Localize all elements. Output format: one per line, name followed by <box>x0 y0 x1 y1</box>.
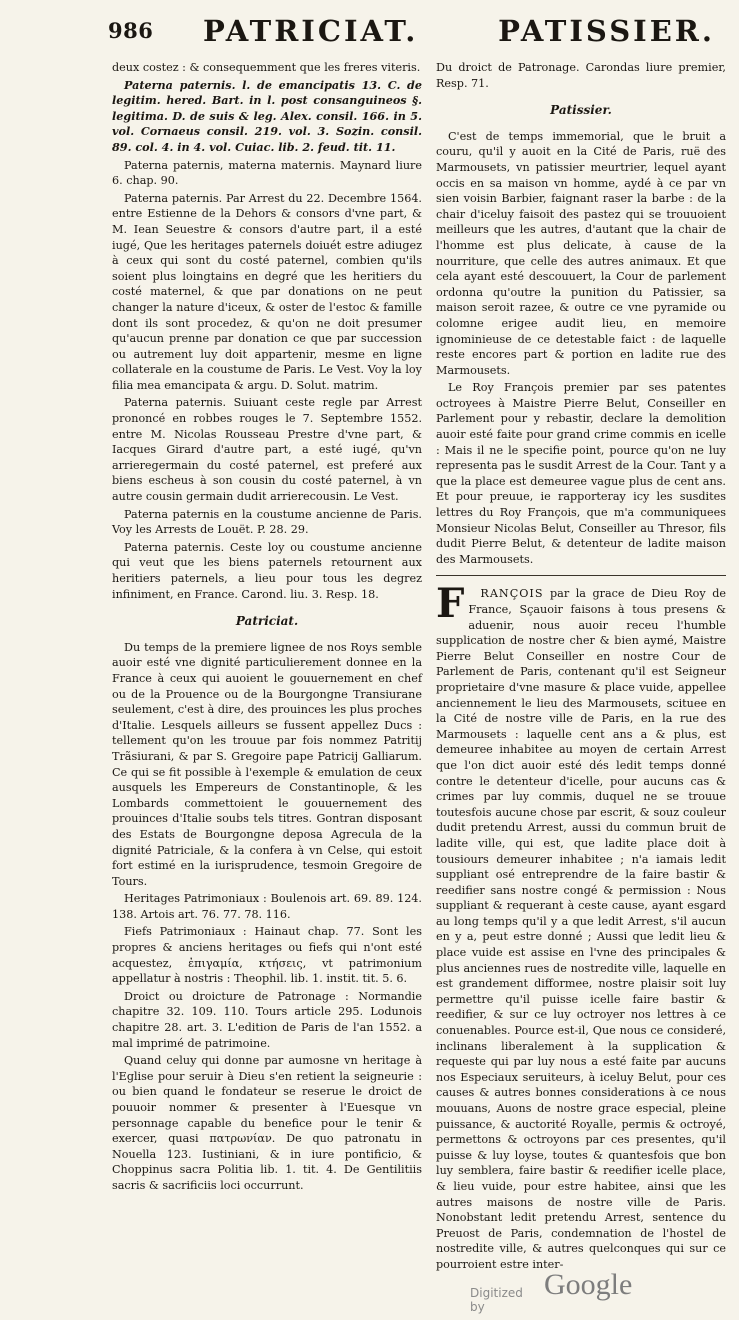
drop-cap: F <box>436 580 465 628</box>
paragraph: Fiefs Patrimoniaux : Hainaut chap. 77. Sont les propres & anciens heritages ou fiefs qui n'ont esté acquestez, ἐπιγαμία, κτήσεις, vt patrimonium appellatur à nostris : Theophil. lib. 1. instit. tit. 5. 6. <box>112 925 422 986</box>
page-number: 986 <box>108 18 154 43</box>
paragraph: deux costez : & consequemment que les freres viteris. <box>112 61 421 74</box>
paragraph: Du droict de Patronage. Carondas liure premier, Resp. 71. <box>436 61 726 90</box>
watermark-prefix: Digitized by <box>470 1286 523 1314</box>
royal-letters-text <box>436 580 726 1272</box>
right-column <box>436 60 726 1271</box>
paragraph: Le Roy François premier par ses patentes octroyees à Maistre Pierre Belut, Conseiller en Parlement pour y rebastir, declare la demolition auoir esté faite pour grand crime commis en icelle : Mais il ne le specifie point, pource qu'on ne luy representa pas le susdit Arrest de la Cour. Tant y a que la place est demeuree vague plus de cent ans. Et pour preuue, ie rapporteray icy les susdites lettres du Roy François, que m'a communiquees Monsieur Nicolas Belut, Conseiller au Thresor, fils dudit Pierre Belut, & detenteur de ladite maison des Marmousets. <box>436 381 726 566</box>
paragraph: Du temps de la premiere lignee de nos Roys semble auoir esté vne dignité particulierement donnee en la France à ceux qui auoient le gouuernement en chef ou de la Prouence ou de la Bourgongne Transiurane seulement, c'est à dire, des prouinces les plus proches d'Italie. Lesquels ailleurs se fussent appellez Ducs : tellement qu'on les trouue par fois nommez Patritij Trãsiurani, & par S. Gregoire pape Patricij Galliarum. Ce qui se fit possible à l'exemple & emulation de ceux ausquels les Empereurs de Constantinople, & les Lombards commettoient le gouuernement des prouinces d'Italie soubs tels titres. Gontran disposant des Estats de Bourgongne deposa Agrecula de la dignité Patriciale, & la confera à vn Celse, qui estoit fort estimé en la iurisprudence, tesmoin Gregoire de Tours. <box>112 640 422 888</box>
divider <box>436 575 726 576</box>
paragraph: Paterna paternis. Par Arrest du 22. Decembre 1564. entre Estienne de la Dehors & consors d'vne part, & M. Iean Seuestre & consors d'autre part, il a esté iugé, Que les heritages paternels doiuét estre adiugez à ceux qui sont du costé paternel, combien qu'ils soient plus loingtains en degré que les heritiers du costé maternel, & que par donations on ne peut changer la nature d'iceux, & oster de l'estoc & famille dont ils sont procedez, & qu'on ne doit presumer qu'aucun prenne par donation ce que par succession ou autrement luy doit appartenir, mesme en ligne collaterale en la coustume de Paris. Le Vest. Voy la loy filia mea emancipata & argu. D. Solut. matrim. <box>112 191 422 392</box>
citation-paragraph: Paterna paternis. l. de emancipatis 13. C. de legitim. hered. Bart. in l. post consanguineos §. legitima. D. de suis & leg. Alex. consil. 166. in 5. vol. Cornaeus consil. 219. vol. 3. Sozin. consil. 89. col. 4. in 4. vol. Cuiac. lib. 2. feud. tit. 11. <box>112 77 422 154</box>
running-head-right: PATISSIER. <box>498 14 715 48</box>
running-head-left: PATRICIAT. <box>203 14 419 48</box>
royal-letters-body: par la grace de Dieu Roy de France, Sçauoir faisons à tous presens & aduenir, nous auoir receu l'humble supplication de nostre cher & bien aymé, Maistre Pierre Belut Conseiller en nostre Cour de Parlement de Paris, contenant qu'il est Seigneur proprietaire d'vne masure & place vuide, appellee anciennement le lieu des Marmousets, scituee en la Cité de nostre ville de Paris, en la rue des Marmousets : laquelle cent ans a & plus, est demeuree inhabitee au moyen de certain Arrest que l'on dict auoir esté dés ledit temps donné contre le detenteur d'icelle, pour aucuns cas & crimes par luy commis, duquel ne se trouue toutesfois aucune chose par escrit, & souz couleur dudit pretendu Arrest, aussi du commun bruit de ladite ville, qui est, que ladite place doit à tousiours demeurer inhabitee ; n'a iamais ledit suppliant osé entreprendre de la faire bastir & reedifier sans nostre congé & permission : Nous suppliant & requerant à ceste cause, ayant esgard au long temps qu'il y a que ledit Arrest, s'il aucun en y a, peut estre donné ; Aussi que ledit lieu & place vuide est assise en l'vne des principales & plus anciennes rues de nostredite ville, laquelle en est grandement difformee, nostre plaisir soit luy permettre qu'il puisse icelle faire bastir & reedifier, & sur ce luy octroyer nos lettres à ce conuenables. Pource est-il, Que nous ce consideré, inclinans liberalement à la supplication & requeste qui par luy nous a esté faite par aucuns nos Especiaux seruiteurs, à iceluy Belut, pour ces causes & autres bonnes considerations à ce nous mouuans, Auons de nostre grace especial, pleine puissance, & auctorité Royalle, permis & octroyé, permettons & octroyons par ces presentes, qu'il puisse & luy loyse, toutes & quantesfois que bon luy semblera, faire bastir & reedifier icelle place, & lieu vuide, pour estre habitee, ainsi que les autres maisons de nostre ville de Paris. Nonobstant ledit pretendu Arrest, sentence du Preuost de Paris, condemnation de l'hostel de nostredite ville, & autres quelconques qui sur ce pourroient estre inter- <box>436 587 726 1271</box>
paragraph: Paterna paternis, materna maternis. Maynard liure 6. chap. 90. <box>112 158 422 188</box>
paragraph: Paterna paternis en la coustume ancienne de Paris. Voy les Arrests de Louët. P. 28. 29. <box>112 507 422 537</box>
paragraph: Quand celuy qui donne par aumosne vn heritage à l'Eglise pour seruir à Dieu s'en retient la seigneurie : ou bien quand le fondateur se reserue le droict de pouuoir nommer & presenter à l'Euesque vn personnage capable du benefice pour le tenir & exercer, quasi πατρωνίαν. De quo patronatu in Nouella 123. Iustiniani, & in iure pontificio, & Choppinus sacra Politia lib. 1. tit. 4. De Gentilitiis sacris & sacrificiis loci occurrunt. <box>112 1054 422 1192</box>
paragraph: Heritages Patrimoniaux : Boulenois art. 69. 89. 124. 138. Artois art. 76. 77. 78. 116. <box>112 892 422 921</box>
left-column <box>112 60 422 1192</box>
paragraph: C'est de temps immemorial, que le bruit a couru, qu'il y auoit en la Cité de Paris, ruë des Marmousets, vn patissier meurtrier, lequel ayant occis en sa maison vn homme, aydé à ce par vn sien voisin Barbier, faignant raser la barbe : de la chair d'iceluy faisoit des pastez qui se trouuoient meilleurs que les autres, d'autant que la chair de l'homme est plus delicate, à cause de la nourriture, que celle des autres animaux. Et que cela ayant esté descouuert, la Cour de parlement ordonna qu'outre la punition du Patissier, sa maison seroit razee, & outre ce vne pyramide ou colomne erigee audit lieu, en memoire ignominieuse de ce detestable faict : de laquelle reste encores part & portion en ladite rue des Marmousets. <box>436 129 726 377</box>
section-title-patriciat: Patriciat. <box>235 614 299 629</box>
google-logo: Google <box>544 1268 633 1301</box>
royal-letters <box>436 580 726 1272</box>
section-title-patissier: Patissier. <box>550 103 612 118</box>
paragraph: Droict ou droicture de Patronage : Normandie chapitre 32. 109. 110. Tours article 295. Lodunois chapitre 28. art. 3. L'edition de Paris de l'an 1552. a mal imprimé de patrimoine. <box>112 989 422 1050</box>
royal-letters-lead: RANÇOIS <box>480 587 544 601</box>
paragraph: Paterna paternis. Suiuant ceste regle par Arrest prononcé en robbes rouges le 7. Septembre 1552. entre M. Nicolas Rousseau Prestre d'vne part, & Iacques Girard d'autre part, a esté iugé, qu'vn arrieregermain du costé paternel, est preferé aux biens escheus à son cousin du costé paternel, à vn autre cousin germain dudit arrierecousin. Le Vest. <box>112 396 422 504</box>
paragraph: Paterna paternis. Ceste loy ou coustume ancienne qui veut que les biens paternels retournent aux heritiers paternels, a lieu pour tous les degrez infiniment, en France. Carond. liu. 3. Resp. 18. <box>112 540 422 601</box>
page-header <box>108 14 723 58</box>
